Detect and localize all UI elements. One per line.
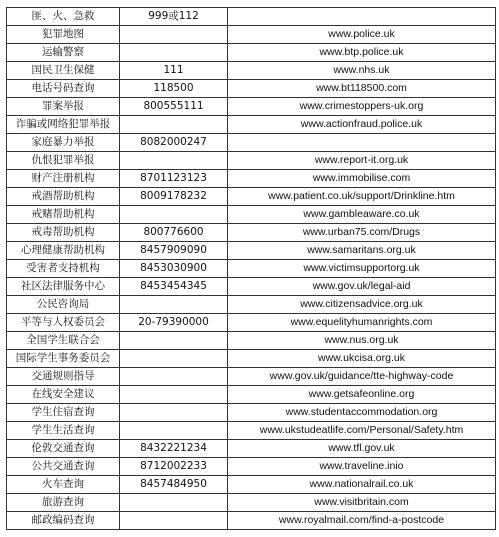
phone-number-cell: 8009178232 bbox=[120, 188, 228, 206]
table-row bbox=[7, 350, 496, 368]
table-row bbox=[7, 368, 496, 386]
website-cell: www.gov.uk/guidance/tte-highway-code bbox=[228, 368, 496, 386]
service-name-cell: 交通规则指导 bbox=[7, 368, 120, 386]
website-cell: www.royalmail.com/find-a-postcode bbox=[228, 512, 496, 530]
phone-number-cell bbox=[120, 332, 228, 350]
table-row bbox=[7, 98, 496, 116]
phone-number-cell bbox=[120, 350, 228, 368]
table-row bbox=[7, 278, 496, 296]
table-row bbox=[7, 224, 496, 242]
website-cell bbox=[228, 8, 496, 26]
table-row bbox=[7, 80, 496, 98]
service-name-cell: 仇恨犯罪举报 bbox=[7, 152, 120, 170]
website-cell: www.immobilise.com bbox=[228, 170, 496, 188]
service-name-cell: 社区法律服务中心 bbox=[7, 278, 120, 296]
website-cell: www.gov.uk/legal-aid bbox=[228, 278, 496, 296]
website-cell: www.nus.org.uk bbox=[228, 332, 496, 350]
table-row bbox=[7, 314, 496, 332]
table-row bbox=[7, 152, 496, 170]
phone-number-cell: 800776600 bbox=[120, 224, 228, 242]
table-row bbox=[7, 8, 496, 26]
website-cell: www.tfl.gov.uk bbox=[228, 440, 496, 458]
phone-number-cell: 8453454345 bbox=[120, 278, 228, 296]
website-cell: www.citizensadvice.org.uk bbox=[228, 296, 496, 314]
service-name-cell: 电话号码查询 bbox=[7, 80, 120, 98]
phone-number-cell bbox=[120, 44, 228, 62]
website-cell: www.report-it.org.uk bbox=[228, 152, 496, 170]
website-cell: www.actionfraud.police.uk bbox=[228, 116, 496, 134]
table-row bbox=[7, 134, 496, 152]
service-name-cell: 匪、火、急救 bbox=[7, 8, 120, 26]
phone-number-cell: 111 bbox=[120, 62, 228, 80]
phone-number-cell bbox=[120, 152, 228, 170]
phone-number-cell: 8712002233 bbox=[120, 458, 228, 476]
website-cell: www.btp.police.uk bbox=[228, 44, 496, 62]
table-row bbox=[7, 260, 496, 278]
phone-number-cell bbox=[120, 296, 228, 314]
phone-number-cell bbox=[120, 512, 228, 530]
phone-number-cell: 800555111 bbox=[120, 98, 228, 116]
service-name-cell: 犯罪地图 bbox=[7, 26, 120, 44]
phone-number-cell: 8701123123 bbox=[120, 170, 228, 188]
phone-number-cell bbox=[120, 494, 228, 512]
phone-number-cell: 8453030900 bbox=[120, 260, 228, 278]
service-name-cell: 在线安全建议 bbox=[7, 386, 120, 404]
service-name-cell: 罪案举报 bbox=[7, 98, 120, 116]
service-name-cell: 学生住宿查询 bbox=[7, 404, 120, 422]
phone-number-cell bbox=[120, 422, 228, 440]
website-cell: www.gambleaware.co.uk bbox=[228, 206, 496, 224]
table-row bbox=[7, 476, 496, 494]
service-name-cell: 火车查询 bbox=[7, 476, 120, 494]
table-row bbox=[7, 386, 496, 404]
service-name-cell: 诈骗或网络犯罪举报 bbox=[7, 116, 120, 134]
phone-number-cell: 8457484950 bbox=[120, 476, 228, 494]
service-name-cell: 戒毒帮助机构 bbox=[7, 224, 120, 242]
phone-number-cell: 999或112 bbox=[120, 8, 228, 26]
service-name-cell: 受害者支持机构 bbox=[7, 260, 120, 278]
service-name-cell: 运输警察 bbox=[7, 44, 120, 62]
website-cell: www.ukcisa.org.uk bbox=[228, 350, 496, 368]
table-row bbox=[7, 332, 496, 350]
phone-number-cell: 118500 bbox=[120, 80, 228, 98]
website-cell: www.urban75.com/Drugs bbox=[228, 224, 496, 242]
table-row bbox=[7, 44, 496, 62]
website-cell: www.police.uk bbox=[228, 26, 496, 44]
website-cell: www.traveline.inio bbox=[228, 458, 496, 476]
contacts-sheet bbox=[6, 7, 496, 530]
phone-number-cell bbox=[120, 206, 228, 224]
website-cell bbox=[228, 134, 496, 152]
phone-number-cell: 20-79390000 bbox=[120, 314, 228, 332]
table-row bbox=[7, 26, 496, 44]
table-row bbox=[7, 458, 496, 476]
service-name-cell: 公民咨询局 bbox=[7, 296, 120, 314]
service-name-cell: 财产注册机构 bbox=[7, 170, 120, 188]
phone-number-cell bbox=[120, 404, 228, 422]
service-name-cell: 公共交通查询 bbox=[7, 458, 120, 476]
website-cell: www.getsafeonline.org bbox=[228, 386, 496, 404]
website-cell: www.visitbritain.com bbox=[228, 494, 496, 512]
website-cell: www.samaritans.org.uk bbox=[228, 242, 496, 260]
table-row bbox=[7, 62, 496, 80]
phone-number-cell: 8457909090 bbox=[120, 242, 228, 260]
phone-number-cell bbox=[120, 368, 228, 386]
website-cell: www.bt118500.com bbox=[228, 80, 496, 98]
website-cell: www.equelityhumanrights.com bbox=[228, 314, 496, 332]
service-name-cell: 学生生活查询 bbox=[7, 422, 120, 440]
website-cell: www.nationalrail.co.uk bbox=[228, 476, 496, 494]
table-row bbox=[7, 296, 496, 314]
service-name-cell: 国际学生事务委员会 bbox=[7, 350, 120, 368]
service-name-cell: 平等与人权委员会 bbox=[7, 314, 120, 332]
phone-number-cell: 8082000247 bbox=[120, 134, 228, 152]
phone-number-cell bbox=[120, 26, 228, 44]
service-name-cell: 邮政编码查询 bbox=[7, 512, 120, 530]
service-name-cell: 国民卫生保健 bbox=[7, 62, 120, 80]
website-cell: www.patient.co.uk/support/Drinkline.htm bbox=[228, 188, 496, 206]
contacts-table bbox=[6, 7, 496, 530]
website-cell: www.nhs.uk bbox=[228, 62, 496, 80]
service-name-cell: 心理健康帮助机构 bbox=[7, 242, 120, 260]
table-row bbox=[7, 404, 496, 422]
table-row bbox=[7, 116, 496, 134]
table-row bbox=[7, 170, 496, 188]
website-cell: www.crimestoppers-uk.org bbox=[228, 98, 496, 116]
phone-number-cell bbox=[120, 116, 228, 134]
table-row bbox=[7, 242, 496, 260]
service-name-cell: 伦敦交通查询 bbox=[7, 440, 120, 458]
service-name-cell: 家庭暴力举报 bbox=[7, 134, 120, 152]
service-name-cell: 戒酒帮助机构 bbox=[7, 188, 120, 206]
service-name-cell: 旅游查询 bbox=[7, 494, 120, 512]
phone-number-cell: 8432221234 bbox=[120, 440, 228, 458]
website-cell: www.victimsupportorg.uk bbox=[228, 260, 496, 278]
table-row bbox=[7, 188, 496, 206]
table-row bbox=[7, 206, 496, 224]
table-row bbox=[7, 440, 496, 458]
website-cell: www.ukstudeatlife.com/Personal/Safety.htm bbox=[228, 422, 496, 440]
service-name-cell: 戒赌帮助机构 bbox=[7, 206, 120, 224]
table-row bbox=[7, 512, 496, 530]
table-row bbox=[7, 494, 496, 512]
website-cell: www.studentaccommodation.org bbox=[228, 404, 496, 422]
table-row bbox=[7, 422, 496, 440]
service-name-cell: 全国学生联合会 bbox=[7, 332, 120, 350]
phone-number-cell bbox=[120, 386, 228, 404]
